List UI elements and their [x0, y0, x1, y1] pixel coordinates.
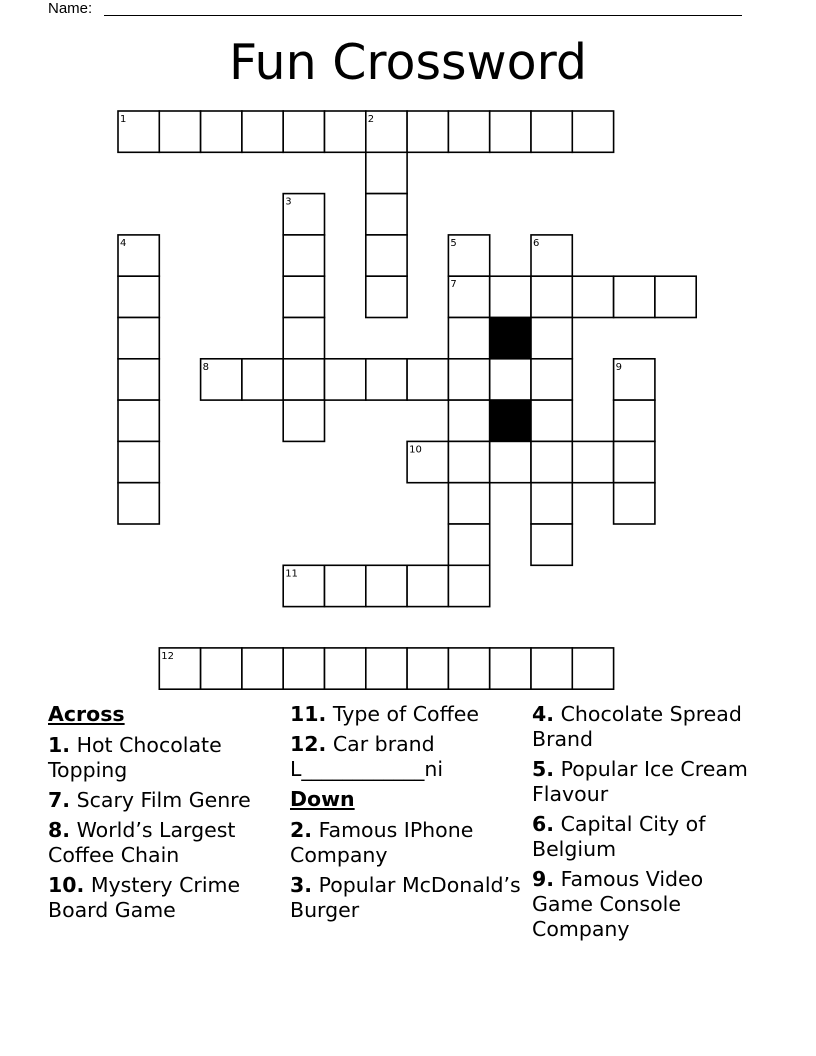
grid-cell[interactable] [572, 111, 613, 152]
clue-column-2 [290, 702, 526, 928]
grid-cell[interactable] [118, 276, 159, 317]
grid-cell[interactable] [490, 359, 531, 400]
grid-cell[interactable] [448, 111, 489, 152]
grid-cell[interactable] [531, 441, 572, 482]
clue-number: 2. [290, 818, 313, 842]
grid-cell[interactable] [201, 359, 242, 400]
clue-across-11 [290, 702, 526, 727]
grid-cell[interactable] [325, 111, 366, 152]
clue-number: 5. [532, 757, 555, 781]
grid-cell[interactable] [366, 276, 407, 317]
grid-cell[interactable] [448, 276, 489, 317]
grid-cell[interactable] [283, 111, 324, 152]
grid-cell[interactable] [407, 359, 448, 400]
grid-cell[interactable] [614, 276, 655, 317]
clue-number-label: 2 [367, 114, 375, 125]
clue-number-label: 10 [409, 444, 422, 456]
clue-down-6 [532, 812, 768, 862]
grid-cell[interactable] [366, 111, 407, 152]
clue-number: 4. [532, 702, 555, 726]
clue-number-label: 1 [120, 114, 127, 125]
clue-column-3 [532, 702, 768, 947]
grid-cell[interactable] [448, 318, 489, 359]
grid-cell[interactable] [490, 648, 531, 689]
grid-cell[interactable] [283, 359, 324, 400]
grid-cell[interactable] [531, 359, 572, 400]
grid-cell[interactable] [118, 111, 159, 152]
grid-cell[interactable] [283, 276, 324, 317]
across-heading: Across [48, 702, 125, 726]
clue-number: 6. [532, 812, 555, 836]
grid-cell[interactable] [531, 400, 572, 441]
clue-across-12 [290, 732, 526, 782]
grid-cell[interactable] [531, 111, 572, 152]
clue-number: 1. [48, 733, 71, 757]
grid-cell[interactable] [118, 483, 159, 524]
page-title: Fun Crossword [229, 34, 587, 91]
grid-cell[interactable] [366, 565, 407, 606]
grid-cell[interactable] [118, 318, 159, 359]
clue-number: 7. [48, 788, 71, 812]
clue-down-3 [290, 873, 526, 923]
clue-number: 10. [48, 873, 85, 897]
grid-cell[interactable] [118, 441, 159, 482]
grid-cell[interactable] [366, 235, 407, 276]
grid-cell[interactable] [490, 111, 531, 152]
clue-number-label: 11 [285, 568, 298, 580]
grid-cell[interactable] [407, 111, 448, 152]
grid-cell[interactable] [531, 524, 572, 565]
grid-cell[interactable] [201, 648, 242, 689]
clue-number-label: 7 [450, 279, 457, 291]
grid-cell[interactable] [572, 276, 613, 317]
grid-cell[interactable] [531, 276, 572, 317]
grid-cell[interactable] [118, 235, 159, 276]
grid-cell[interactable] [283, 318, 324, 359]
grid-cell[interactable] [531, 235, 572, 276]
grid-cell[interactable] [572, 648, 613, 689]
grid-cell[interactable] [490, 441, 531, 482]
grid-cell[interactable] [448, 441, 489, 482]
grid-cell[interactable] [242, 648, 283, 689]
grid-cell[interactable] [118, 359, 159, 400]
grid-cell[interactable] [407, 565, 448, 606]
grid-cell[interactable] [283, 648, 324, 689]
grid-cell[interactable] [366, 194, 407, 235]
clue-number: 3. [290, 873, 313, 897]
clue-text: Scary Film Genre [76, 788, 251, 812]
clue-number-label: 12 [161, 650, 175, 662]
clue-number: 8. [48, 818, 71, 842]
clue-number-label: 6 [533, 237, 540, 249]
name-label: Name: [48, 0, 93, 17]
grid-cell[interactable] [614, 441, 655, 482]
clue-number-label: 3 [285, 196, 292, 208]
grid-cell[interactable] [201, 111, 242, 152]
clue-across-8 [48, 818, 284, 868]
name-underline [104, 15, 742, 16]
grid-cell[interactable] [407, 441, 448, 482]
clue-across-10 [48, 873, 284, 923]
grid-cell[interactable] [531, 648, 572, 689]
grid-cell[interactable] [448, 400, 489, 441]
clue-across-1 [48, 733, 284, 783]
grid-cell[interactable] [614, 400, 655, 441]
grid-cell[interactable] [448, 524, 489, 565]
clue-number: 9. [532, 867, 555, 891]
grid-cell[interactable] [366, 648, 407, 689]
grid-cell[interactable] [490, 276, 531, 317]
grid-cell[interactable] [448, 235, 489, 276]
grid-cell[interactable] [283, 235, 324, 276]
clue-down-9 [532, 867, 768, 942]
grid-cell[interactable] [366, 359, 407, 400]
clue-number-label: 8 [202, 361, 209, 373]
clue-text: Car brand L____________ni [290, 732, 444, 781]
grid-cell[interactable] [572, 441, 613, 482]
clue-across-7 [48, 788, 284, 813]
clue-number-label: 5 [450, 237, 457, 249]
clue-column-1 [48, 702, 284, 928]
grid-cell[interactable] [448, 359, 489, 400]
clue-number: 12. [290, 732, 327, 756]
grid-cell[interactable] [283, 194, 324, 235]
clue-text: Famous IPhone Company [290, 818, 474, 867]
grid-cell[interactable] [531, 318, 572, 359]
grid-cell[interactable] [614, 483, 655, 524]
clue-text: Mystery Crime Board Game [48, 873, 241, 922]
clue-down-2 [290, 818, 526, 868]
grid-cell[interactable] [366, 152, 407, 193]
clue-text: Capital City of Belgium [532, 812, 706, 861]
clue-number-label: 4 [120, 237, 127, 249]
grid-cell[interactable] [283, 565, 324, 606]
grid-cell[interactable] [448, 648, 489, 689]
grid-cell[interactable] [407, 648, 448, 689]
grid-cell[interactable] [531, 483, 572, 524]
grid-cell[interactable] [325, 565, 366, 606]
clue-down-5 [532, 757, 768, 807]
clue-text: Type of Coffee [332, 702, 479, 726]
grid-cell[interactable] [242, 359, 283, 400]
grid-cell[interactable] [655, 276, 696, 317]
black-cell [490, 400, 531, 441]
grid-cell[interactable] [118, 400, 159, 441]
grid-cell[interactable] [614, 359, 655, 400]
grid-cell[interactable] [448, 565, 489, 606]
grid-cell[interactable] [325, 648, 366, 689]
grid-cell[interactable] [159, 648, 200, 689]
grid-cell[interactable] [159, 111, 200, 152]
grid-cell[interactable] [325, 359, 366, 400]
down-heading: Down [290, 787, 355, 811]
grid-cell[interactable] [283, 400, 324, 441]
clue-number: 11. [290, 702, 327, 726]
clue-text: Hot Chocolate Topping [48, 733, 222, 782]
black-cell [490, 318, 531, 359]
clue-text: Popular Ice Cream Flavour [532, 757, 748, 806]
clue-text: Famous Video Game Console Company [532, 867, 704, 941]
clue-text: Chocolate Spread Brand [532, 702, 742, 751]
clue-down-4 [532, 702, 768, 752]
clue-number-label: 9 [615, 361, 622, 373]
name-field[interactable] [48, 0, 742, 18]
grid-cell[interactable] [242, 111, 283, 152]
clue-text: Popular McDonald’s Burger [290, 873, 521, 922]
grid-cell[interactable] [448, 483, 489, 524]
clue-text: World’s Largest Coffee Chain [48, 818, 236, 867]
